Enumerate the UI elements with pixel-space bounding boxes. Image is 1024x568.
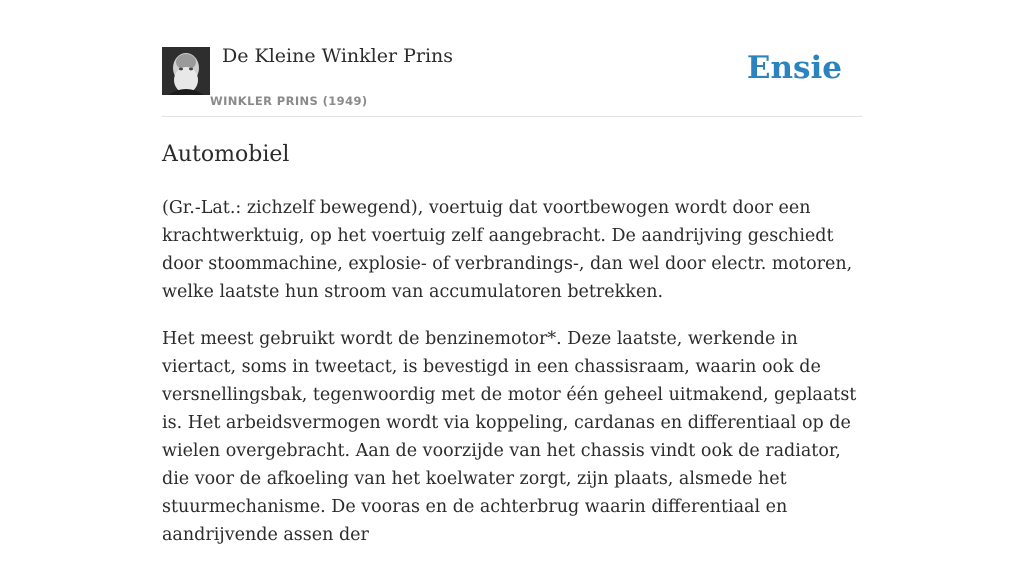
author-avatar xyxy=(162,47,210,95)
brand-logo-link[interactable]: Ensie xyxy=(746,50,842,86)
source-header xyxy=(162,0,862,117)
article-paragraph: (Gr.-Lat.: zichzelf bewegend), voertuig dat voortbewogen wordt door een krachtwerktuig, op het voertuig zelf aangebracht. De aandrijving geschiedt door stoommachine, explosie- of verbrandings-, dan wel door electr. motoren, welke laatste hun stroom van accumulatoren betrekken. xyxy=(162,198,853,302)
source-subtitle: WINKLER PRINS (1949) xyxy=(210,94,368,108)
article xyxy=(162,138,862,568)
source-title[interactable]: De Kleine Winkler Prins xyxy=(222,45,454,67)
article-title: Automobiel xyxy=(162,142,290,167)
article-paragraph: Het meest gebruikt wordt de benzinemotor*. Deze laatste, werkende in viertact, soms in tweetact, is bevestigd in een chassisraam, waarin ook de versnellingsbak, tegenwoordig met de motor één geheel uitmakend, geplaatst is. Het arbeidsvermogen wordt via koppeling, cardanas en differentiaal op de wielen overgebracht. Aan de voorzijde van het chassis vindt ook de radiator, die voor de afkoeling van het koelwater zorgt, zijn plaats, alsmede het stuurmechanisme. De vooras en de achterbrug waarin differentiaal en aandrijvende assen der xyxy=(162,329,857,545)
